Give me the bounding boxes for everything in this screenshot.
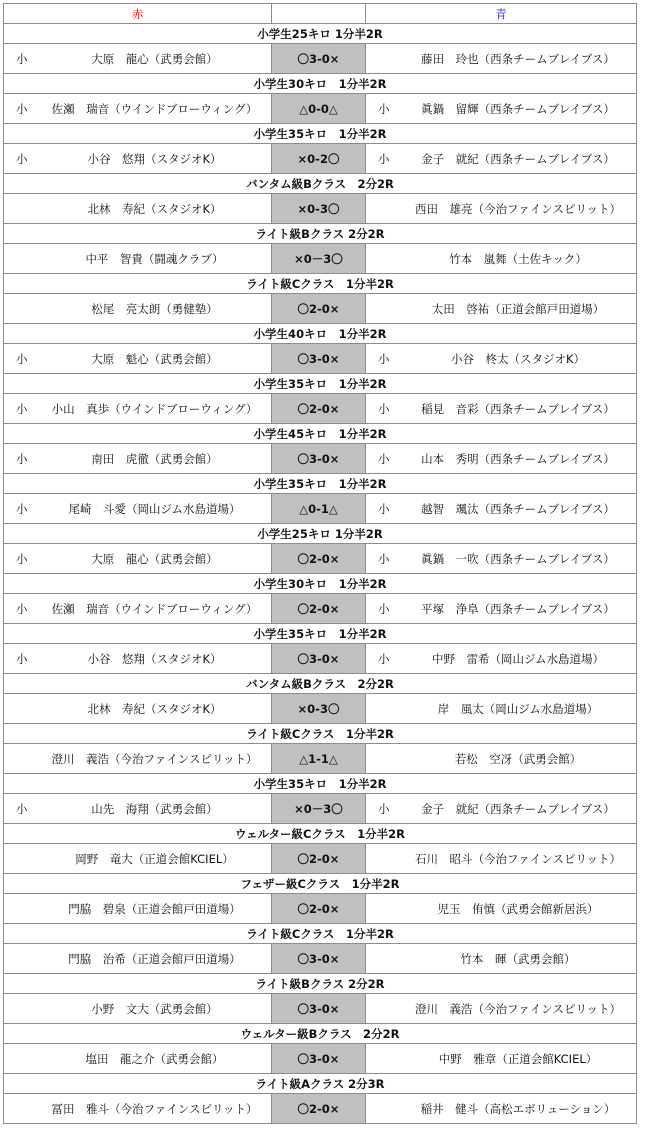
red-grade: 小	[16, 151, 28, 166]
match-row	[4, 494, 637, 524]
division-title: バンタム級Bクラス 2分2R	[4, 674, 637, 694]
division-title: バンタム級Bクラス 2分2R	[4, 174, 637, 194]
blue-fighter-cell	[366, 794, 637, 824]
blue-fighter-name: 中野 雷希（岡山ジム水島道場）	[431, 651, 605, 666]
red-fighter-name: 大原 魁心（武勇会館）	[91, 351, 218, 366]
division-title: 小学生35キロ 1分半2R	[4, 124, 637, 144]
blue-fighter-name: 竹本 嵐舞（土佐キック）	[449, 251, 587, 266]
red-fighter-cell	[4, 944, 272, 974]
match-row	[4, 794, 637, 824]
red-fighter-cell	[4, 294, 272, 324]
red-fighter-name: 小山 真歩（ウインドブローウィング）	[51, 401, 258, 416]
score-cell: △0-1△	[272, 494, 366, 524]
red-fighter-cell	[4, 1044, 272, 1074]
blue-fighter-cell	[366, 944, 637, 974]
match-row	[4, 644, 637, 674]
red-fighter-name: 尾崎 斗愛（岡山ジム水島道場）	[68, 501, 241, 516]
score-cell: △1-1△	[272, 744, 366, 774]
division-row	[4, 274, 637, 294]
blue-fighter-name: 澄川 義浩（今治ファインスピリット）	[415, 1001, 621, 1016]
division-row	[4, 674, 637, 694]
red-fighter-cell	[4, 644, 272, 674]
match-row	[4, 944, 637, 974]
blue-fighter-name: 中野 雅章（正道会館KCIEL）	[438, 1051, 598, 1066]
division-row	[4, 224, 637, 244]
match-row	[4, 1044, 637, 1074]
blue-corner-header: 青	[366, 4, 637, 24]
division-row	[4, 324, 637, 344]
red-fighter-cell	[4, 144, 272, 174]
score-cell: 〇2-0×	[272, 294, 366, 324]
header-row	[4, 4, 637, 24]
red-fighter-name: 松尾 亮太朗（勇健塾）	[91, 301, 218, 316]
division-title: ライト級Bクラス 2分2R	[4, 224, 637, 244]
blue-fighter-name: 金子 就紀（西条チームブレイブス）	[421, 151, 615, 166]
red-fighter-cell	[4, 544, 272, 574]
blue-fighter-name: 児玉 侑慎（武勇会館新居浜）	[437, 901, 599, 916]
red-corner-header: 赤	[4, 4, 272, 24]
blue-grade: 小	[378, 501, 390, 516]
red-fighter-name: 佐瀬 瑞音（ウインドブローウィング）	[51, 601, 258, 616]
match-row	[4, 844, 637, 874]
red-fighter-name: 岡野 竜大（正道会館KCIEL）	[75, 851, 234, 866]
blue-fighter-name: 小谷 柊太（スタジオK）	[450, 351, 586, 366]
red-fighter-cell	[4, 394, 272, 424]
red-fighter-name: 門脇 碧泉（正道会館戸田道場）	[68, 901, 241, 916]
match-row	[4, 194, 637, 224]
division-title: 小学生35キロ 1分半2R	[4, 374, 637, 394]
red-fighter-name: 大原 龍心（武勇会館）	[91, 51, 218, 66]
blue-fighter-cell	[366, 994, 637, 1024]
blue-fighter-cell	[366, 544, 637, 574]
match-row	[4, 94, 637, 124]
red-fighter-cell	[4, 994, 272, 1024]
score-cell: 〇3-0×	[272, 994, 366, 1024]
division-title: 小学生25キロ 1分半2R	[4, 24, 637, 44]
red-fighter-cell	[4, 1094, 272, 1124]
red-fighter-name: 澄川 義浩（今治ファインスピリット）	[51, 751, 258, 766]
red-fighter-name: 小谷 悠翔（スタジオK）	[87, 651, 222, 666]
red-fighter-name: 中平 智貴（闘魂クラブ）	[85, 251, 224, 266]
blue-fighter-name: 太田 啓祐（正道会館戸田道場）	[431, 301, 605, 316]
division-row	[4, 1074, 637, 1094]
division-title: 小学生45キロ 1分半2R	[4, 424, 637, 444]
red-fighter-cell	[4, 694, 272, 724]
score-cell: 〇3-0×	[272, 944, 366, 974]
match-row	[4, 394, 637, 424]
blue-fighter-cell	[366, 494, 637, 524]
division-row	[4, 874, 637, 894]
blue-fighter-cell	[366, 394, 637, 424]
blue-fighter-name: 金子 就紀（西条チームブレイブス）	[421, 801, 615, 816]
division-title: フェザー級Cクラス 1分半2R	[4, 874, 637, 894]
blue-fighter-cell	[366, 894, 637, 924]
red-grade: 小	[16, 601, 28, 616]
score-cell: 〇2-0×	[272, 1094, 366, 1124]
division-title: ライト級Bクラス 2分2R	[4, 974, 637, 994]
results-body	[4, 4, 637, 1124]
division-title: ウェルター級Bクラス 2分2R	[4, 1024, 637, 1044]
red-fighter-name: 大原 龍心（武勇会館）	[91, 551, 218, 566]
red-grade: 小	[16, 51, 28, 66]
division-row	[4, 624, 637, 644]
score-cell: 〇2-0×	[272, 894, 366, 924]
division-row	[4, 374, 637, 394]
division-title: 小学生25キロ 1分半2R	[4, 524, 637, 544]
division-row	[4, 174, 637, 194]
score-cell: ×0-3〇	[272, 194, 366, 224]
red-fighter-name: 小谷 悠翔（スタジオK）	[87, 151, 222, 166]
blue-fighter-name: 稲見 音彩（西条チームブレイブス）	[421, 401, 615, 416]
blue-grade: 小	[378, 451, 390, 466]
blue-fighter-name: 藤田 玲也（西条チームブレイブス）	[421, 51, 615, 66]
blue-fighter-name: 岸 風太（岡山ジム水島道場）	[437, 701, 599, 716]
blue-fighter-name: 若松 空冴（武勇会館）	[454, 751, 582, 766]
blue-fighter-cell	[366, 444, 637, 474]
red-fighter-cell	[4, 94, 272, 124]
match-row	[4, 894, 637, 924]
division-row	[4, 1024, 637, 1044]
match-row	[4, 294, 637, 324]
blue-grade: 小	[378, 151, 390, 166]
red-fighter-cell	[4, 344, 272, 374]
blue-grade: 小	[378, 351, 390, 366]
blue-fighter-cell	[366, 594, 637, 624]
blue-fighter-cell	[366, 644, 637, 674]
blue-grade: 小	[378, 601, 390, 616]
blue-fighter-name: 眞鍋 留輝（西条チームブレイブス）	[421, 101, 615, 116]
match-row	[4, 1094, 637, 1124]
division-row	[4, 474, 637, 494]
red-fighter-cell	[4, 444, 272, 474]
blue-fighter-cell	[366, 244, 637, 274]
division-row	[4, 74, 637, 94]
blue-fighter-cell	[366, 294, 637, 324]
red-fighter-name: 北林 寿紀（スタジオK）	[87, 701, 222, 716]
division-row	[4, 424, 637, 444]
red-grade: 小	[16, 551, 28, 566]
score-cell: ×0-2〇	[272, 144, 366, 174]
red-fighter-cell	[4, 794, 272, 824]
score-cell: ×0－3〇	[272, 794, 366, 824]
red-grade: 小	[16, 801, 28, 816]
blue-grade: 小	[378, 101, 390, 116]
match-row	[4, 744, 637, 774]
division-row	[4, 974, 637, 994]
division-title: ライト級Cクラス 1分半2R	[4, 924, 637, 944]
match-row	[4, 444, 637, 474]
division-title: 小学生35キロ 1分半2R	[4, 774, 637, 794]
match-row	[4, 44, 637, 74]
division-title: ウェルター級Cクラス 1分半2R	[4, 824, 637, 844]
score-cell: 〇2-0×	[272, 844, 366, 874]
division-row	[4, 774, 637, 794]
blue-fighter-name: 眞鍋 一吹（西条チームブレイブス）	[421, 551, 615, 566]
red-fighter-cell	[4, 194, 272, 224]
red-fighter-name: 塩田 龍之介（武勇会館）	[85, 1051, 224, 1066]
red-fighter-name: 北林 寿紀（スタジオK）	[87, 201, 222, 216]
blue-fighter-name: 越智 颯汰（西条チームブレイブス）	[421, 501, 615, 516]
blue-fighter-name: 石川 昭斗（今治ファインスピリット）	[415, 851, 621, 866]
match-row	[4, 344, 637, 374]
match-row	[4, 994, 637, 1024]
blue-fighter-cell	[366, 1044, 637, 1074]
blue-grade: 小	[378, 401, 390, 416]
score-cell: 〇3-0×	[272, 644, 366, 674]
red-fighter-name: 小野 文大（武勇会館）	[91, 1001, 218, 1016]
blue-fighter-name: 西田 雄亮（今治ファインスピリット）	[415, 201, 621, 216]
score-cell: 〇3-0×	[272, 1044, 366, 1074]
blue-grade: 小	[378, 651, 390, 666]
score-cell: ×0-3〇	[272, 694, 366, 724]
red-fighter-name: 山先 海翔（武勇会館）	[91, 801, 218, 816]
red-fighter-cell	[4, 594, 272, 624]
blue-grade: 小	[378, 801, 390, 816]
blue-fighter-cell	[366, 694, 637, 724]
red-fighter-name: 門脇 治希（正道会館戸田道場）	[68, 951, 241, 966]
blue-fighter-name: 竹本 暉（武勇会館）	[460, 951, 576, 966]
red-grade: 小	[16, 101, 28, 116]
score-cell: 〇3-0×	[272, 344, 366, 374]
red-grade: 小	[16, 351, 28, 366]
division-row	[4, 24, 637, 44]
match-row	[4, 144, 637, 174]
score-cell: 〇2-0×	[272, 394, 366, 424]
division-row	[4, 574, 637, 594]
division-title: 小学生30キロ 1分半2R	[4, 574, 637, 594]
results-table	[3, 3, 637, 1124]
division-title: ライト級Cクラス 1分半2R	[4, 724, 637, 744]
red-fighter-name: 冨田 雅斗（今治ファインスピリット）	[51, 1101, 258, 1116]
blue-fighter-cell	[366, 144, 637, 174]
division-row	[4, 724, 637, 744]
blue-fighter-cell	[366, 44, 637, 74]
red-grade: 小	[16, 401, 28, 416]
match-row	[4, 544, 637, 574]
red-fighter-cell	[4, 494, 272, 524]
red-fighter-cell	[4, 744, 272, 774]
red-grade: 小	[16, 501, 28, 516]
division-title: 小学生35キロ 1分半2R	[4, 474, 637, 494]
match-row	[4, 594, 637, 624]
division-row	[4, 924, 637, 944]
blue-fighter-cell	[366, 1094, 637, 1124]
blue-fighter-cell	[366, 94, 637, 124]
score-cell: 〇3-0×	[272, 44, 366, 74]
blue-fighter-name: 平塚 浄阜（西条チームブレイブス）	[421, 601, 615, 616]
blue-fighter-cell	[366, 844, 637, 874]
division-title: ライト級Aクラス 2分3R	[4, 1074, 637, 1094]
red-fighter-cell	[4, 844, 272, 874]
score-cell: 〇2-0×	[272, 594, 366, 624]
red-fighter-cell	[4, 44, 272, 74]
division-row	[4, 124, 637, 144]
score-cell: ×0－3〇	[272, 244, 366, 274]
score-cell: 〇3-0×	[272, 444, 366, 474]
match-row	[4, 694, 637, 724]
division-row	[4, 524, 637, 544]
red-fighter-name: 佐瀬 瑞音（ウインドブローウィング）	[51, 101, 258, 116]
red-fighter-cell	[4, 894, 272, 924]
division-title: ライト級Cクラス 1分半2R	[4, 274, 637, 294]
score-cell: △0-0△	[272, 94, 366, 124]
division-title: 小学生35キロ 1分半2R	[4, 624, 637, 644]
blue-fighter-name: 稲井 健斗（高松エボリューション）	[420, 1101, 616, 1116]
red-grade: 小	[16, 451, 28, 466]
score-cell: 〇2-0×	[272, 544, 366, 574]
blue-fighter-cell	[366, 344, 637, 374]
division-row	[4, 824, 637, 844]
red-fighter-name: 南田 虎徹（武勇会館）	[91, 451, 218, 466]
red-fighter-cell	[4, 244, 272, 274]
match-row	[4, 244, 637, 274]
blue-fighter-name: 山本 秀明（西条チームブレイブス）	[421, 451, 615, 466]
blue-grade: 小	[378, 551, 390, 566]
blue-fighter-cell	[366, 194, 637, 224]
score-header	[272, 4, 366, 24]
division-title: 小学生30キロ 1分半2R	[4, 74, 637, 94]
red-grade: 小	[16, 651, 28, 666]
division-title: 小学生40キロ 1分半2R	[4, 324, 637, 344]
blue-fighter-cell	[366, 744, 637, 774]
